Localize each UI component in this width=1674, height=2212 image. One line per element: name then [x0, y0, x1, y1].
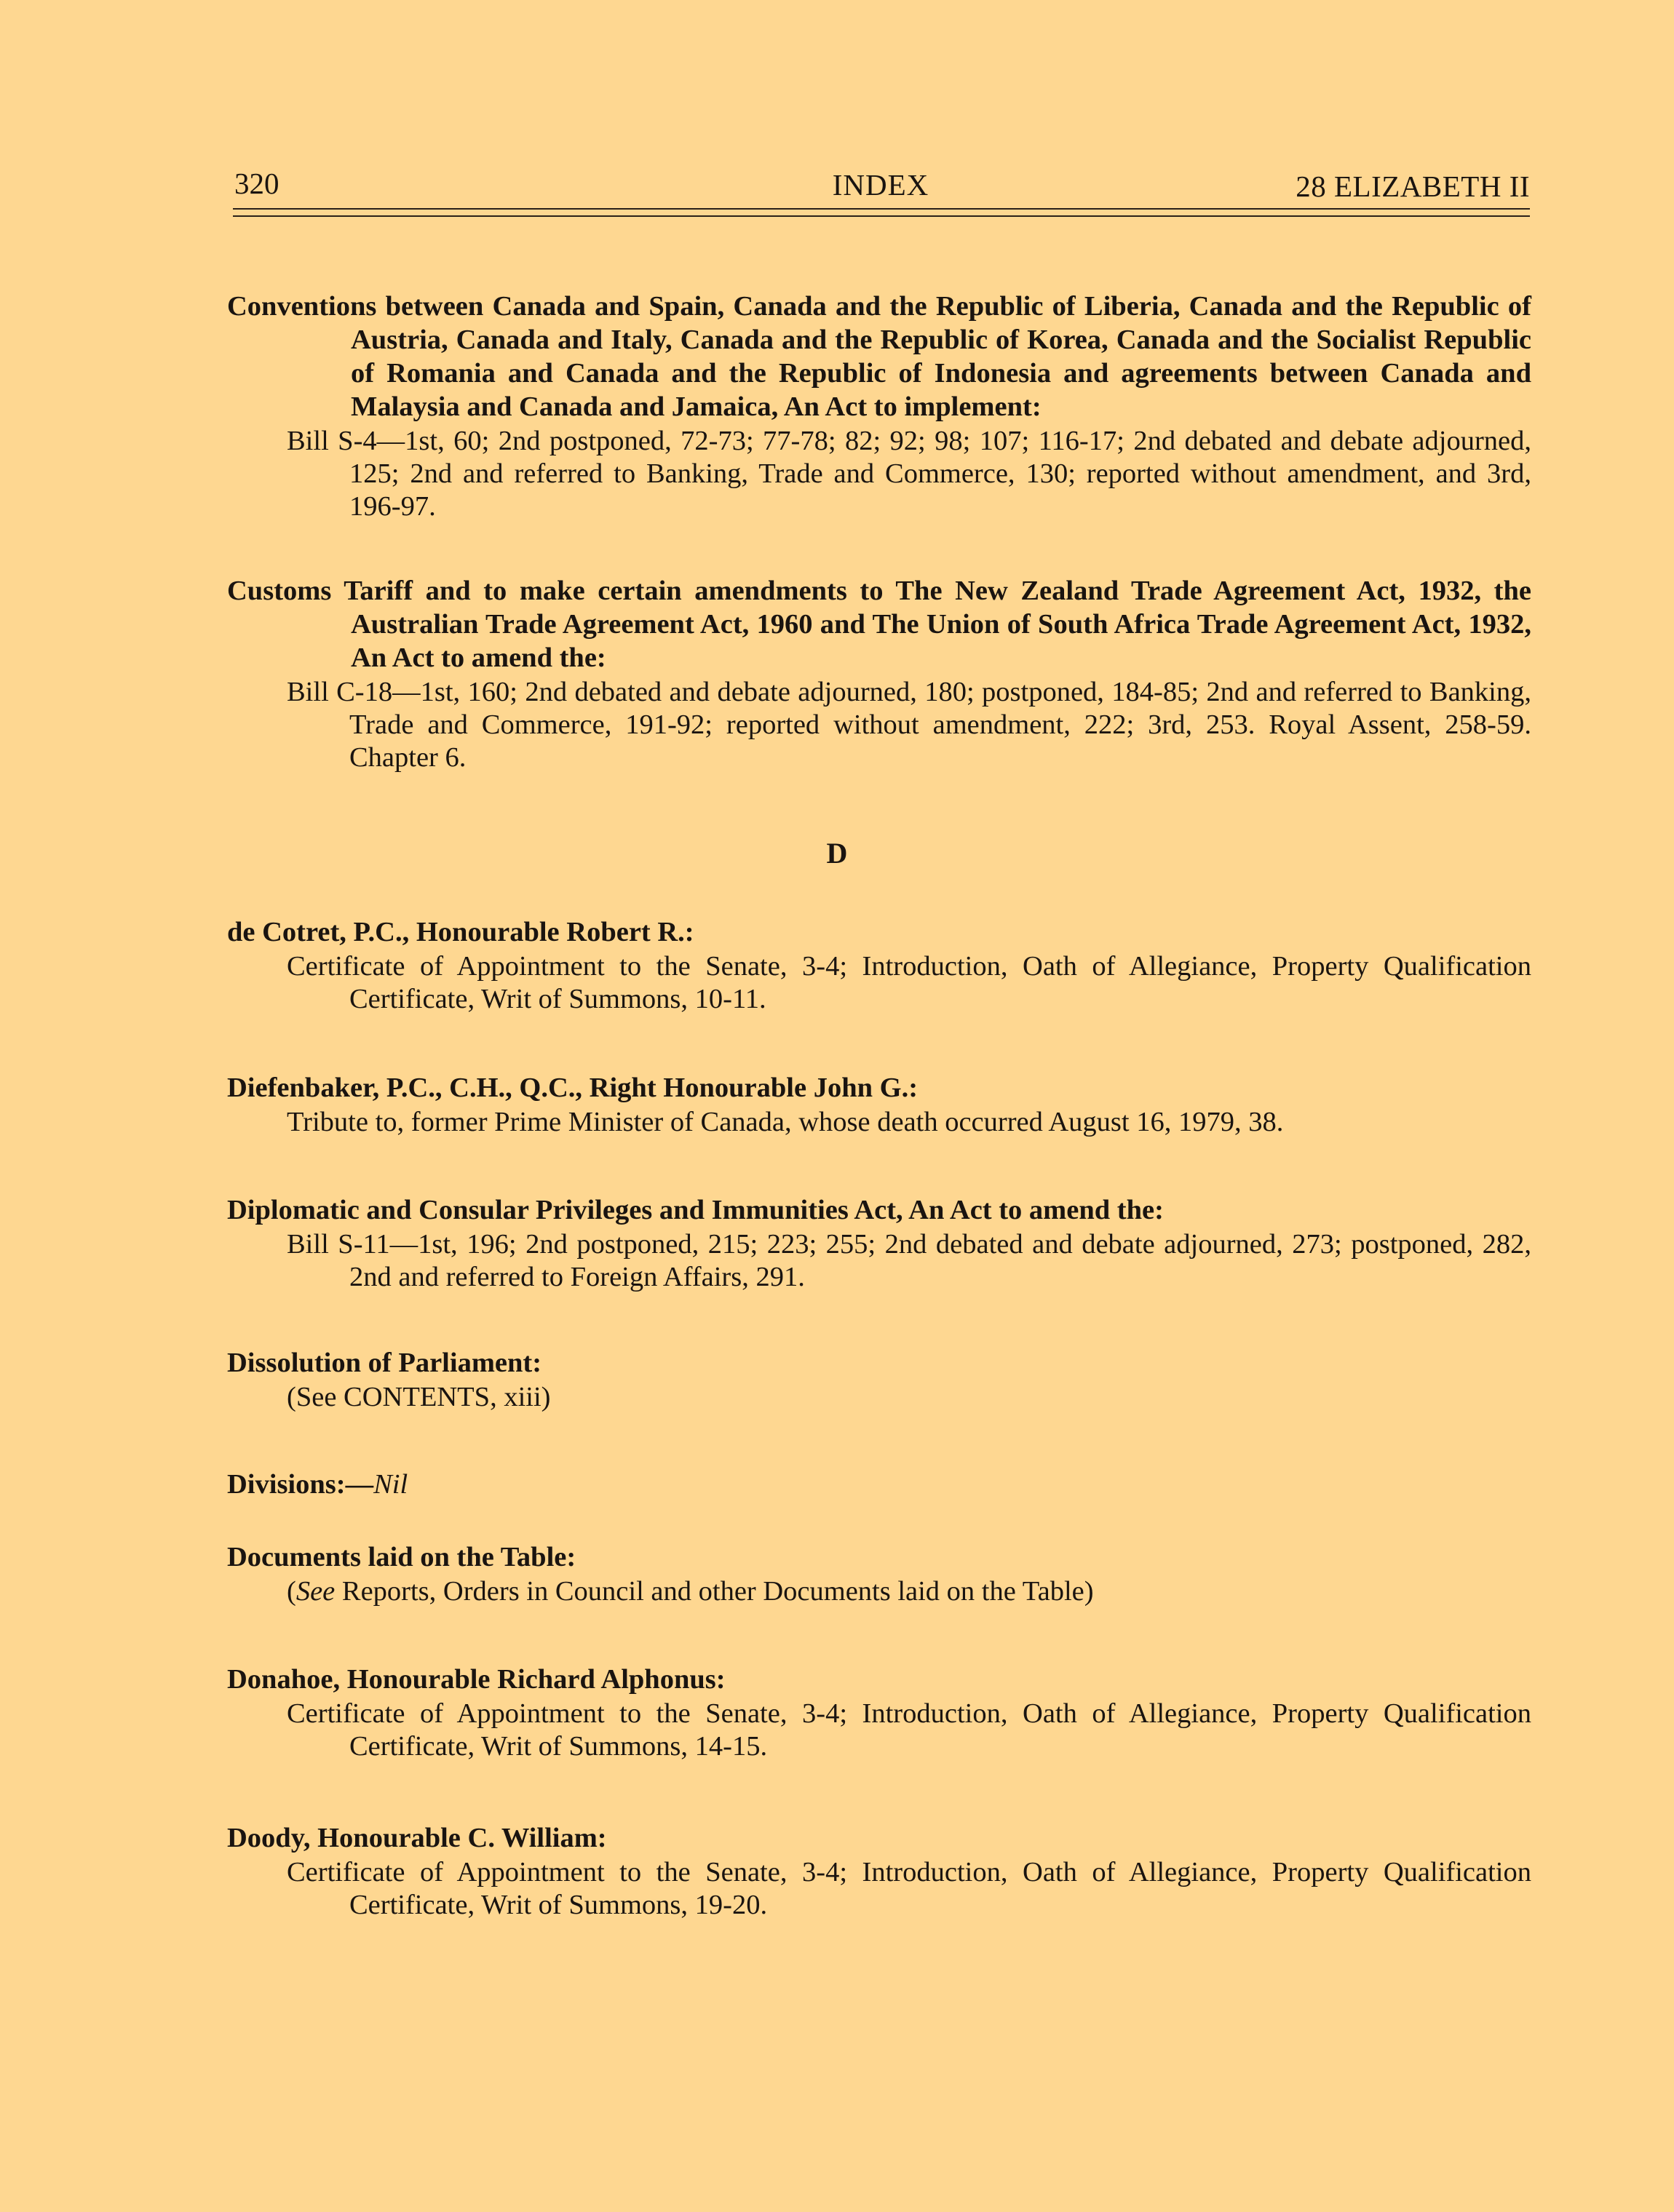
page-number: 320 — [234, 167, 279, 200]
index-entry — [227, 290, 1531, 523]
running-head — [231, 166, 1530, 207]
entry-heading — [227, 1468, 1531, 1501]
index-entry — [227, 1071, 1531, 1139]
entry-heading: Diplomatic and Consular Privileges and Immunities Act, An Act to amend the: — [227, 1195, 1164, 1225]
header-rule-bottom — [233, 215, 1530, 217]
entry-detail: Certificate of Appointment to the Senate, 3-4; Introduction, Oath of Allegiance, Property Qualification Certificate, Writ of Summons, 19-20. — [287, 1857, 1531, 1920]
entry-heading: Documents laid on the Table: — [227, 1542, 576, 1572]
detail-text: Reports, Orders in Council and other Documents laid on the Table) — [335, 1576, 1094, 1607]
entry-detail: Certificate of Appointment to the Senate, 3-4; Introduction, Oath of Allegiance, Property Qualification Certificate, Writ of Summons, 10-11. — [287, 951, 1531, 1014]
detail-italic-see: See — [295, 1576, 336, 1607]
index-entry — [227, 1346, 1531, 1414]
entry-heading: Customs Tariff and to make certain amendments to The New Zealand Trade Agreement Act, 1932, the Australian Trade Agreement Act, 1960 and The Union of South Africa Trade Agreement Act, 1932, An Act to amend the: — [227, 576, 1531, 673]
entry-heading: Donahoe, Honourable Richard Alphonus: — [227, 1664, 726, 1695]
entry-detail: Bill C-18—1st, 160; 2nd debated and debate adjourned, 180; postponed, 184-85; 2nd and referred to Banking, Trade and Commerce, 191-92; reported without amendment, 222; 3rd, 253. Royal Assent, 258-59. Chapter 6. — [287, 677, 1531, 773]
entry-detail: Bill S-11—1st, 196; 2nd postponed, 215; 223; 255; 2nd debated and debate adjourned, 273; postponed, 282, 2nd and referred to Foreign Affairs, 291. — [287, 1229, 1531, 1292]
entry-heading-text: Divisions:— — [227, 1469, 374, 1500]
entry-heading-italic: Nil — [373, 1469, 408, 1500]
entry-detail: Certificate of Appointment to the Senate, 3-4; Introduction, Oath of Allegiance, Property Qualification Certificate, Writ of Summons, 14-15. — [287, 1698, 1531, 1762]
detail-open-paren: ( — [287, 1576, 296, 1607]
index-entry — [227, 1821, 1531, 1922]
regnal-year: 28 ELIZABETH II — [1296, 170, 1530, 203]
index-entry — [227, 1540, 1531, 1608]
entry-detail — [287, 1575, 1531, 1608]
entry-heading: Dissolution of Parliament: — [227, 1348, 542, 1378]
index-entry — [227, 915, 1531, 1016]
entry-heading: Doody, Honourable C. William: — [227, 1823, 607, 1853]
entry-heading: de Cotret, P.C., Honourable Robert R.: — [227, 917, 694, 947]
index-entry — [227, 1663, 1531, 1763]
entry-detail: Tribute to, former Prime Minister of Canada, whose death occurred August 16, 1979, 38. — [287, 1107, 1284, 1137]
index-entry — [227, 574, 1531, 774]
section-letter: D — [826, 837, 848, 870]
index-entry — [227, 1468, 1531, 1501]
entry-heading: Diefenbaker, P.C., C.H., Q.C., Right Honourable John G.: — [227, 1073, 919, 1103]
entry-detail: Bill S-4—1st, 60; 2nd postponed, 72-73; 77-78; 82; 92; 98; 107; 116-17; 2nd debated and debate adjourned, 125; 2nd and referred to Banking, Trade and Commerce, 130; reported without amendment, and 3rd, 196-97. — [287, 426, 1531, 522]
page-title: INDEX — [832, 168, 929, 202]
index-entry — [227, 1193, 1531, 1294]
header-rule-top — [233, 208, 1530, 210]
entry-detail: (See CONTENTS, xiii) — [287, 1382, 551, 1412]
entry-heading: Conventions between Canada and Spain, Canada and the Republic of Liberia, Canada and the Republic of Austria, Canada and Italy, Canada and the Republic of Korea, Canada and the Socialist Republic of Romania and Canada and the Republic of Indonesia and agreements between Canada and Malaysia and Canada and Jamaica, An Act to implement: — [227, 291, 1531, 422]
